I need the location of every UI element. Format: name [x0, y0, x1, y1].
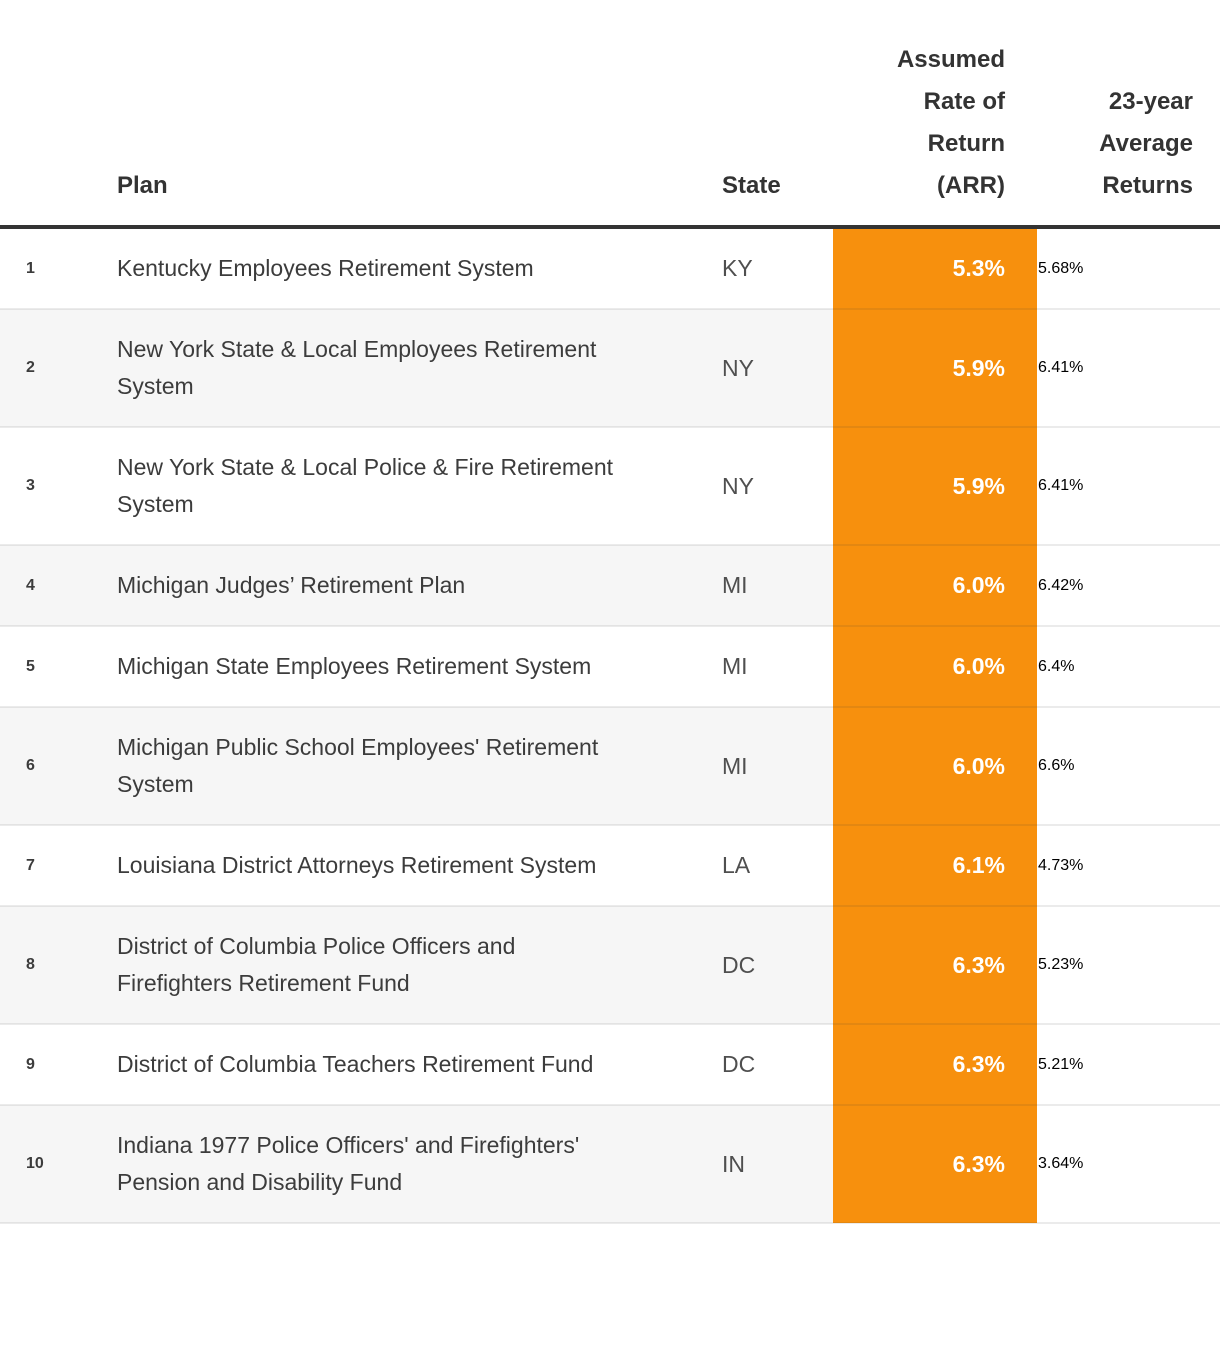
rank-cell: 3	[26, 477, 35, 494]
assumed-rate-of-return-cell: 6.3%	[833, 1105, 1037, 1223]
average-returns-cell: 6.41%	[1038, 477, 1084, 494]
rank-cell: 9	[26, 1055, 35, 1073]
table-body	[0, 227, 1220, 1223]
state-column-header	[705, 0, 833, 227]
header-row	[0, 0, 1220, 227]
average-returns-cell: 6.41%	[1038, 359, 1084, 376]
state-cell: MI	[722, 653, 748, 679]
average-returns-cell: 6.6%	[1038, 757, 1075, 774]
table-row	[0, 545, 1220, 626]
rank-cell: 6	[0, 707, 100, 825]
table-row	[0, 427, 1220, 545]
assumed-rate-of-return-cell: 6.3%	[833, 1024, 1037, 1105]
assumed-rate-of-return-cell: 5.9%	[833, 309, 1037, 427]
plan-name-cell: Indiana 1977 Police Officers' and Firefighters' Pension and Disability Fund	[100, 1105, 705, 1223]
average-returns-cell: 6.42%	[1038, 576, 1084, 594]
plan-name-cell: Michigan Public School Employees' Retirement System	[100, 707, 705, 825]
table-row	[0, 626, 1220, 707]
table-row	[0, 309, 1220, 427]
average-returns-cell: 6.4%	[1038, 657, 1075, 675]
table-row	[0, 227, 1220, 309]
state-cell: LA	[722, 852, 751, 878]
assumed-rate-of-return-cell: 6.0%	[833, 626, 1037, 707]
average-returns-cell: 4.73%	[1038, 856, 1084, 874]
rank-cell: 1	[26, 259, 35, 277]
rank-cell: 8	[0, 906, 100, 1024]
state-cell: MI	[705, 545, 833, 626]
plan-name-cell: Kentucky Employees Retirement System	[117, 255, 534, 281]
plan-column-header	[100, 0, 705, 227]
average-returns-cell: 5.21%	[1038, 1055, 1084, 1073]
state-cell: IN	[705, 1105, 833, 1223]
arr-column-header	[833, 0, 1037, 227]
assumed-rate-of-return-cell: 6.0%	[833, 545, 1037, 626]
plan-name-cell: District of Columbia Police Officers and Firefighters Retirement Fund	[100, 906, 705, 1024]
table-row	[0, 1024, 1220, 1105]
table-header	[0, 0, 1220, 227]
plan-name-cell: Michigan State Employees Retirement System	[117, 653, 592, 679]
returns-column-header-label: 23-year Average Returns	[1099, 88, 1193, 199]
assumed-rate-of-return-cell: 5.3%	[833, 227, 1037, 309]
assumed-rate-of-return-cell: 6.3%	[833, 906, 1037, 1024]
plan-name-cell: New York State & Local Police & Fire Retirement System	[117, 454, 614, 517]
rank-cell: 2	[0, 309, 100, 427]
state-cell: KY	[722, 255, 753, 281]
assumed-rate-of-return-cell: 6.1%	[833, 825, 1037, 906]
state-cell: NY	[722, 472, 754, 499]
assumed-rate-of-return-cell: 6.0%	[833, 707, 1037, 825]
plan-name-cell: District of Columbia Teachers Retirement Fund	[117, 1051, 594, 1077]
table-row	[0, 825, 1220, 906]
table-row	[0, 906, 1220, 1024]
rank-cell: 5	[26, 657, 35, 675]
table-row	[0, 1105, 1220, 1223]
average-returns-cell: 5.68%	[1038, 259, 1084, 277]
rank-cell: 7	[26, 856, 35, 874]
average-returns-cell: 5.23%	[1038, 956, 1084, 973]
plan-name-cell: New York State & Local Employees Retirement System	[100, 309, 705, 427]
state-cell: NY	[705, 309, 833, 427]
rank-column-header	[0, 0, 100, 227]
rank-cell: 10	[0, 1105, 100, 1223]
rank-cell: 4	[0, 545, 100, 626]
plan-name-cell: Louisiana District Attorneys Retirement System	[117, 852, 597, 878]
state-column-header-label: State	[722, 172, 781, 199]
state-cell: DC	[722, 1051, 756, 1077]
assumed-rate-of-return-cell: 5.9%	[833, 427, 1037, 545]
arr-column-header-label: Assumed Rate of Return (ARR)	[896, 46, 1005, 199]
state-cell: DC	[705, 906, 833, 1024]
table-row	[0, 707, 1220, 825]
plan-name-cell: Michigan Judges’ Retirement Plan	[100, 545, 705, 626]
state-cell: MI	[705, 707, 833, 825]
returns-column-header	[1037, 0, 1220, 227]
average-returns-cell: 3.64%	[1038, 1155, 1084, 1172]
plan-column-header-label: Plan	[117, 172, 168, 199]
